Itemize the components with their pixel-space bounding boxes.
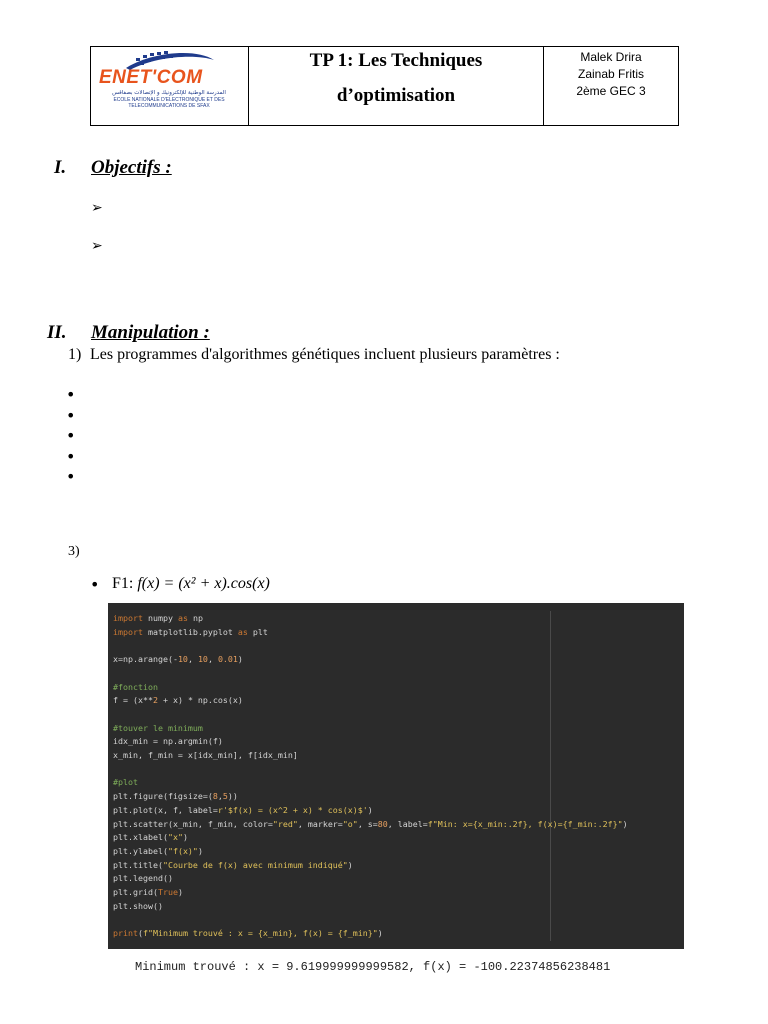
- doc-title-line1: TP 1: Les Techniques: [309, 50, 483, 71]
- item-3-number: 3): [68, 544, 80, 559]
- code-line: print(f"Minimum trouvé : x = {x_min}, f(x) = {f_min}"): [113, 928, 383, 939]
- doc-title-line2: d’optimisation: [336, 85, 456, 106]
- logo-subtitle: ECOLE NATIONALE D'ELECTRONIQUE ET DES TELECOMMUNICATIONS DE SFAX: [113, 97, 225, 109]
- code-line: #plot: [113, 777, 138, 788]
- code-line: plt.ylabel("f(x)"): [113, 845, 203, 856]
- logo-cell: [91, 47, 249, 125]
- code-line: plt.xlabel("x"): [113, 832, 188, 843]
- logo-wordmark: ENET'COM: [99, 67, 203, 88]
- class-label: 2ème GEC 3: [576, 84, 646, 98]
- code-line: plt.figure(figsize=(8,5)): [113, 791, 238, 802]
- code-line: import matplotlib.pyplot as plt: [113, 626, 268, 637]
- arrow-bullet-icon: ➢: [91, 238, 103, 254]
- code-line: plt.scatter(x_min, f_min, color="red", marker="o", s=80, label=f"Min: x={x_min:.2f}, f(x)={f_min:.2f}"): [113, 818, 628, 829]
- item-1-text: Les programmes d'algorithmes génétiques incluent plusieurs paramètres :: [90, 346, 560, 363]
- f1-line: [112, 575, 270, 593]
- code-text: [113, 612, 628, 941]
- code-block: [108, 603, 684, 949]
- f1-label: F1:: [112, 575, 138, 592]
- code-line: import numpy as np: [113, 613, 203, 623]
- code-line: x_min, f_min = x[idx_min], f[idx_min]: [113, 750, 298, 761]
- section-manipulation-heading: [47, 322, 210, 344]
- section-title: Manipulation :: [91, 322, 210, 343]
- bullet-icon: •: [66, 467, 76, 486]
- code-line: plt.plot(x, f, label=r'$f(x) = (x^2 + x) * cos(x)$'): [113, 804, 373, 815]
- code-line: f = (x**2 + x) * np.cos(x): [113, 695, 243, 706]
- code-line: plt.grid(True): [113, 887, 183, 898]
- section-objectifs-heading: [54, 157, 172, 179]
- program-output: Minimum trouvé : x = 9.619999999999582, f(x) = -100.22374856238481: [135, 960, 611, 974]
- item-1-number: 1): [68, 346, 82, 363]
- section-number: II.: [47, 322, 67, 343]
- bullet-icon: •: [66, 426, 76, 445]
- document-header-table: [90, 46, 679, 126]
- authors-cell: [544, 47, 678, 125]
- code-line: #fonction: [113, 681, 158, 692]
- code-line: plt.title("Courbe de f(x) avec minimum indiqué"): [113, 859, 353, 870]
- bullet-icon: •: [66, 447, 76, 466]
- section-title: Objectifs :: [91, 157, 172, 178]
- arrow-bullet-icon: ➢: [91, 200, 103, 216]
- title-cell: [249, 47, 544, 125]
- code-line: #touver le minimum: [113, 722, 203, 733]
- bullet-icon: •: [66, 385, 76, 404]
- author-name: Malek Drira: [580, 50, 642, 64]
- author-name: Zainab Fritis: [577, 67, 645, 81]
- bullet-icon: •: [90, 575, 100, 594]
- section-number: I.: [54, 157, 67, 178]
- f1-formula: f(x) = (x² + x).cos(x): [137, 575, 270, 592]
- code-line: plt.legend(): [113, 873, 173, 884]
- bullet-icon: •: [66, 406, 76, 425]
- code-line: x=np.arange(-10, 10, 0.01): [113, 654, 243, 665]
- logo-arabic-text: المدرسة الوطنية للإلكترونيك و الإتصالات بصفاقس: [112, 90, 226, 96]
- code-line: plt.show(): [113, 900, 163, 911]
- code-line: idx_min = np.argmin(f): [113, 736, 223, 747]
